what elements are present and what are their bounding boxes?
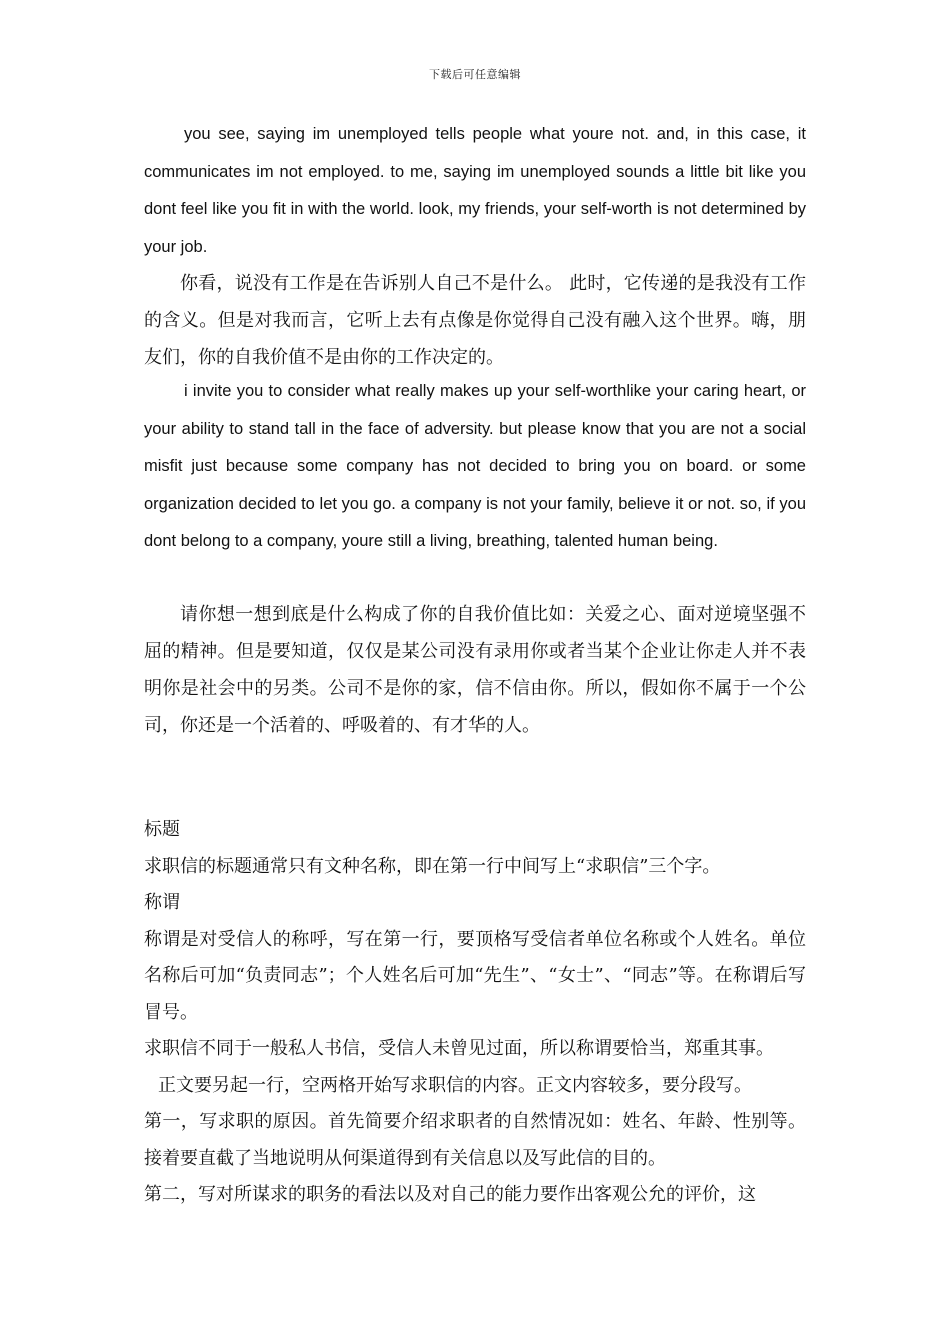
cover-letter-guide-section [144,812,806,1214]
title-description: 求职信的标题通常只有文种名称，即在第一行中间写上“求职信”三个字。 [144,855,721,877]
salutation-description: 称谓是对受信人的称呼，写在第一行，要顶格写受信者单位名称或个人姓名。单位名称后可加“负责同志”；个人姓名后可加“先生”、“女士”、“同志”等。在称谓后写冒号。 [144,928,806,1023]
heading-salutation: 称谓 [144,892,180,913]
salutation-note: 求职信不同于一般私人书信，受信人未曾见过面，所以称谓要恰当，郑重其事。 [144,1038,774,1059]
english-paragraph-1: you see, saying im unemployed tells people what youre not. and, in this case, it communicates im not employed. to me, saying im unemployed sounds a little bit like you dont feel like you fit in with the world. look, my friends, your self-worth is not determined by your job. [144,125,806,256]
first-point: 第一，写求职的原因。首先简要介绍求职者的自然情况如：姓名、年龄、性别等。接着要直截了当地说明从何渠道得到有关信息以及写此信的目的。 [144,1111,806,1169]
page-header: 下载后可任意编辑 [429,68,521,81]
second-point: 第二，写对所谋求的职务的看法以及对自己的能力要作出客观公允的评价，这 [144,1184,756,1205]
chinese-paragraph-1: 你看，说没有工作是在告诉别人自己不是什么。 此时，它传递的是我没有工作的含义。但是对我而言，它听上去有点像是你觉得自己没有融入这个世界。嗨，朋友们，你的自我价值不是由你的工作决定的。 [144,273,806,368]
heading-title: 标题 [144,819,180,840]
chinese-paragraph-2: 请你想一想到底是什么构成了你的自我价值比如：关爱之心、面对逆境坚强不屈的精神。但是要知道，仅仅是某公司没有录用你或者当某个企业让你走人并不表明你是社会中的另类。公司不是你的家，信不信由你。所以，假如你不属于一个公司，你还是一个活着的、呼吸着的、有才华的人。 [144,604,806,736]
english-paragraph-2: i invite you to consider what really makes up your self-worthlike your caring heart, or your ability to stand tall in the face of adversity. but please know that you are not a social misfit just because some company has not decided to bring you on board. or some organization decided to let you go. a company is not your family, believe it or not. so, if you dont belong to a company, youre still a living, breathing, talented human being. [144,382,806,550]
body-intro: 正文要另起一行，空两格开始写求职信的内容。正文内容较多，要分段写。 [158,1074,752,1096]
